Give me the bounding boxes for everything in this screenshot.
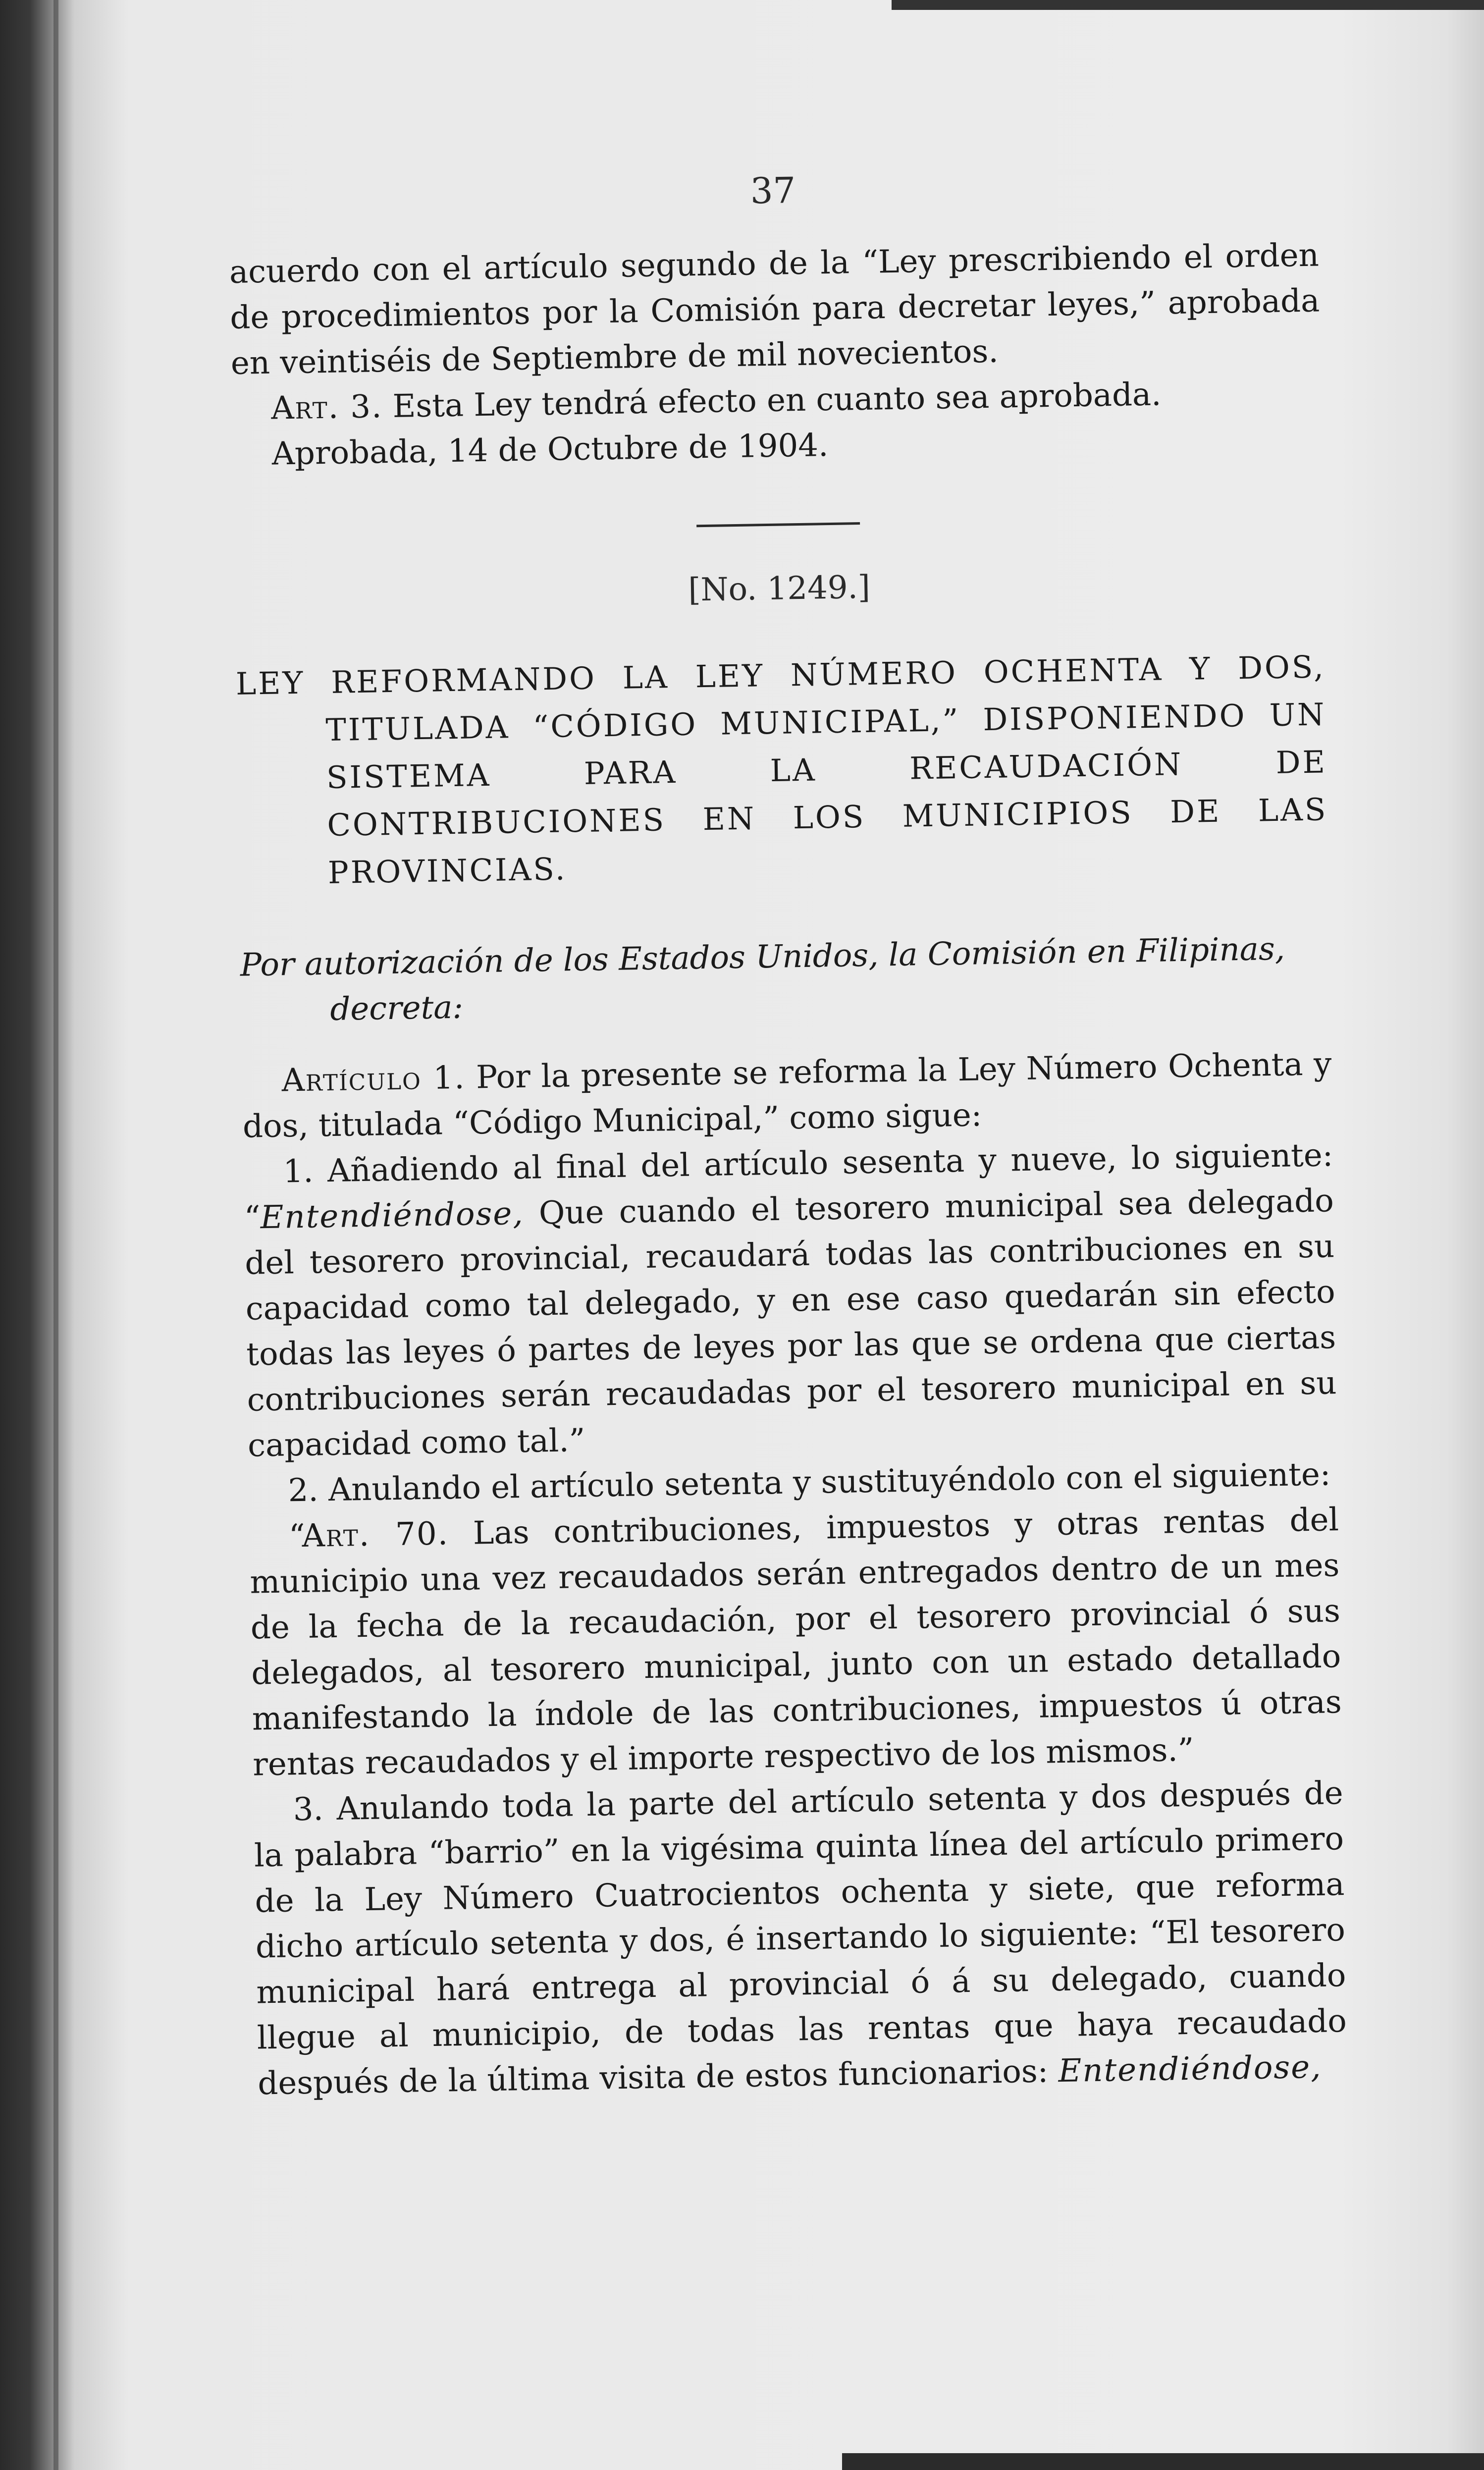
amendment-item-3	[253, 1771, 1348, 2106]
enacting-clause: Por autorización de los Estados Unidos, la Comisión en Filipinas, decreta:	[240, 930, 1285, 1028]
item-1-lead: 1. Añadiendo al final del artículo sesenta y nueve, lo siguiente: “	[244, 1137, 1333, 1236]
article-1	[242, 1041, 1333, 1150]
bottom-edge-shadow	[842, 2453, 1484, 2470]
item-3-emphasis: Entendiéndose,	[1058, 2048, 1322, 2090]
article-1-text: Por la presente se reforma la Ley Número Ochenta y dos, titulada “Código Municipal,” como sigue:	[242, 1046, 1332, 1145]
approval-date: Aprobada, 14 de Octubre de 1904.	[271, 427, 829, 473]
section-divider	[696, 522, 860, 527]
article-3-text: Esta Ley tendrá efecto en cuanto sea aprobada.	[392, 376, 1162, 425]
amendment-item-1	[243, 1132, 1338, 1468]
law-title: LEY REFORMANDO LA LEY NÚMERO OCHENTA Y DOS, TITULADA “CÓDIGO MUNICIPAL,” DISPONIENDO UN SISTEMA PARA LA RECAUDACIÓN DE CONTRIBUCIONES EN LOS MUNICIPIOS DE LAS PROVINCIAS.	[235, 648, 1328, 891]
item-1-text: Que cuando el tesorero municipal sea delegado del tesorero provincial, recaudará todas las contribuciones en su capacidad como tal delegado, y en ese caso quedarán sin efecto todas las leyes ó partes de leyes por las que se ordena que ciertas contribuciones serán recaudadas por el tesorero municipal en su capacidad como tal.”	[244, 1182, 1337, 1464]
item-1-emphasis: Entendiéndose,	[260, 1195, 525, 1236]
page-number: 37	[750, 169, 796, 212]
amendment-item-2-quote	[249, 1497, 1342, 1787]
law-number: [No. 1249.]	[688, 569, 871, 609]
article-3-label: Art. 3.	[270, 388, 383, 427]
item-2-quote-text: Las contribuciones, impuestos y otras rentas del municipio una vez recaudados serán entregados dentro de un mes de la fecha de la recaudación, por el tesorero provincial ó sus delegados, al tesorero municipal, junto con un estado detallado manifestando la índole de las contribuciones, impuestos ú otras rentas recaudados y el importe respectivo de los mismos.”	[249, 1502, 1342, 1783]
item-3-text: 3. Anulando toda la parte del artículo setenta y dos después de la palabra “barrio” en la vigésima quinta línea del artículo primero de la Ley Número Cuatrocientos ochenta y siete, que reforma dicho artículo setenta y dos, é insertando lo siguiente: “El tesorero municipal hará entrega al provincial ó á su delegado, cuando llegue al municipio, de todas las rentas que haya recaudado después de la última visita de estos funcionarios:	[254, 1775, 1347, 2102]
top-edge-shadow	[892, 0, 1484, 10]
book-spine-edge	[53, 0, 58, 2470]
document-page	[228, 161, 1352, 2407]
amendment-item-2: 2. Anulando el artículo setenta y sustituyéndolo con el siguiente:	[288, 1456, 1331, 1509]
top-paragraph: acuerdo con el artículo segundo de la “Ley prescribiendo el orden de procedimientos por la Comisión para decretar leyes,” aprobada en veintiséis de Septiembre de mil novecientos.	[229, 237, 1320, 382]
item-2-quote-label: “Art. 70.	[288, 1515, 449, 1555]
article-1-label: Artículo 1.	[281, 1059, 466, 1099]
